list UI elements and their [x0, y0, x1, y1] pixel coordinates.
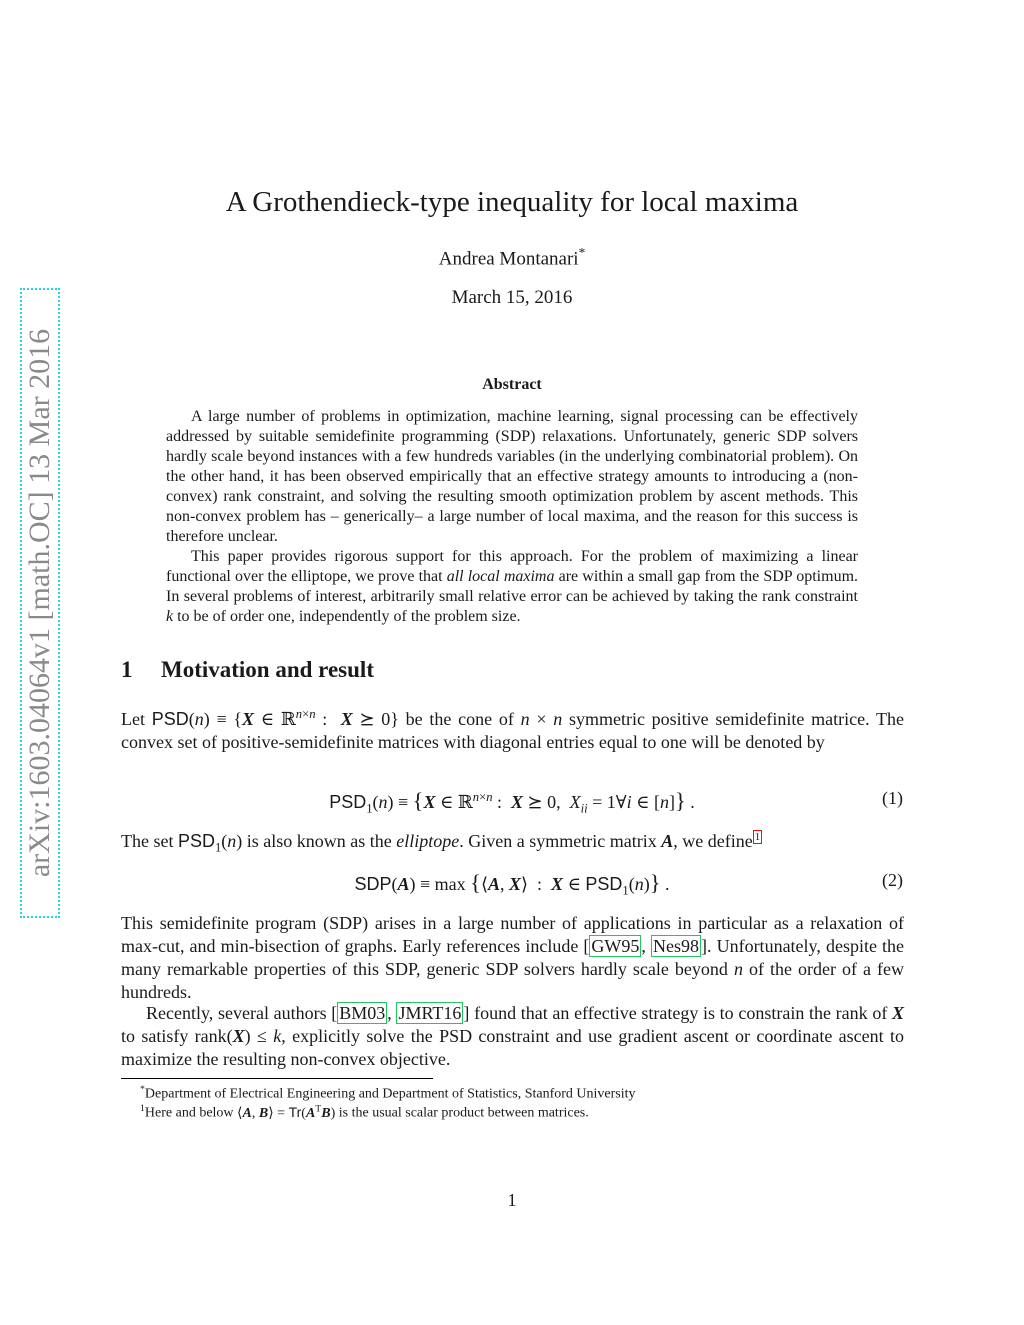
math-k: k [273, 1026, 282, 1046]
math-n-by-n: n × n [520, 709, 563, 729]
body-text: is also known as the [242, 831, 397, 851]
body-text: Let [121, 709, 152, 729]
equation-1-body: $PSD_1(n) \equiv \{X$ ∈ ℝ$^{n\times n}$ : X ⪰ 0, $X_{ii}$ = 1∀i ∈ [n]} . [329, 788, 695, 816]
section-number: 1 [121, 657, 133, 682]
math-psd1: $PSD_1(n)$ [177, 831, 243, 855]
footnote-2 [140, 1103, 589, 1122]
footnote-link-1[interactable]: 1 [754, 831, 761, 843]
abstract-text: are within a small gap from the SDP optimum. In several problems of interest, arbitrarily small relative error can be achieved by taking the rank constraint [166, 568, 859, 605]
abstract-heading: Abstract [482, 376, 542, 393]
body-text: found that an effective strategy is to constrain the rank of [469, 1003, 892, 1023]
equation-1-number: (1) [882, 788, 903, 808]
abstract-paragraph-1: A large number of problems in optimization, machine learning, signal processing can be effectively addressed by suitable semidefinite programming (SDP) relaxations. Unfortunately, generic SDP solvers hardly scale beyond instances with a few hundreds variables (in the underlying combinatorial problem). On the other hand, it has been observed empirically that an effective strategy amounts to introducing a (non-convex) rank constraint, and solving the resulting smooth optimization problem by ascent methods. This non-convex problem has – generically– a large number of local maxima, and the reason for this success is therefore unclear. [166, 408, 858, 545]
math-psd-def: PSD(n) ≡ {X ∈ ℝ$^{n\times n}$ : X ⪰ 0} [151, 707, 399, 729]
math-A: A [661, 831, 674, 851]
footnote-1 [140, 1084, 636, 1103]
body-text: , we define [673, 831, 753, 851]
body-paragraph-3: This semidefinite program (SDP) arises in a large number of applications in particular as a relaxation of max-cut, and min-bisection of graphs. Early references include [ GW95 , Nes98 ]. Unfortunately, despite the many remarkable properties of this SDP, generic SDP solvers hardly scale beyond n of the order of a few hundreds. [121, 913, 904, 1002]
paper-date: March 15, 2016 [451, 287, 573, 308]
body-emphasis: elliptope [396, 831, 460, 851]
body-text: The set [121, 831, 178, 851]
body-text: , explicitly solve the PSD constraint and use gradient ascent or coordinate ascent to maximize the resulting non-convex objective. [121, 1026, 904, 1069]
math-X: X [232, 1026, 245, 1046]
body-text: Recently, several authors [146, 1003, 332, 1023]
footnote-text: Department of Electrical Engineering and Department of Statistics, Stanford University [144, 1086, 636, 1102]
body-text: to satisfy rank( [121, 1026, 233, 1046]
footnote-rule [121, 1078, 433, 1079]
abstract-text: to be of order one, independently of the problem size. [173, 608, 521, 625]
body-text: ) ≤ [244, 1026, 274, 1046]
citation-link[interactable]: GW95 [591, 936, 640, 956]
math-k: k [166, 608, 174, 625]
body-text: be the cone of [398, 709, 521, 729]
footnote-mark: * [140, 1084, 145, 1095]
body-text: . Unfortunately, despite the many remarkable properties of this SDP, generic SDP solvers hardly scale beyond [121, 936, 904, 979]
abstract-text: This paper provides rigorous support for this approach. For the problem of maximizing a linear functional over the elliptope, we prove that [166, 548, 858, 585]
author-line [0, 245, 1024, 270]
arxiv-stamp-text: arXiv:1603.04064v1 [math.OC] 13 Mar 2016 [23, 328, 56, 878]
body-text: symmetric positive semidefinite matrice. The convex set of positive-semidefinite matrices with diagonal entries equal to one will be denoted by [121, 709, 904, 752]
body-paragraph-2 [121, 830, 904, 860]
footnote-text: is the usual scalar product between matrices. [335, 1105, 589, 1121]
math-inner-product: ⟨A, B⟩ = $Tr(A^TB)$ [237, 1103, 336, 1121]
author-footnote-mark: * [578, 245, 586, 260]
section-title: Motivation and result [161, 657, 374, 682]
math-n: n [733, 959, 743, 979]
footnote-mark: 1 [140, 1103, 145, 1114]
footnote-text: Here and below [144, 1105, 238, 1121]
math-X: X [892, 1003, 905, 1023]
author-name: Andrea Montanari [438, 248, 579, 270]
citation-link[interactable]: BM03 [339, 1003, 386, 1023]
body-text: . Given a symmetric matrix [459, 831, 662, 851]
paper-title: A Grothendieck-type inequality for local maxima [225, 186, 799, 218]
body-paragraph-4: Recently, several authors [ BM03 , JMRT16 ] found that an effective strategy is to constrain the rank of X to satisfy rank(X) ≤ k, explicitly solve the PSD constraint and use gradient ascent or coordinate ascent to maximize the resulting non-convex objective. [121, 1003, 905, 1069]
page-number: 1 [507, 1190, 517, 1210]
abstract-emphasis: all local maxima [446, 568, 555, 585]
citation-link[interactable]: JMRT16 [398, 1003, 462, 1023]
equation-2-number: (2) [882, 870, 903, 890]
citation-link[interactable]: Nes98 [653, 936, 699, 956]
equation-2-body: SDP(A) ≡ max {⟨A, X⟩ : X ∈ $PSD_1(n)$} . [354, 870, 670, 898]
body-paragraph-1 [121, 703, 904, 754]
section-heading [121, 657, 374, 683]
abstract-paragraph-2 [166, 547, 858, 627]
body-text: of the order of a few hundreds. [121, 959, 904, 1002]
body-text: This semidefinite program (SDP) arises in a large number of applications in particular as a relaxation of max-cut, and min-bisection of graphs. Early references include [121, 913, 904, 956]
